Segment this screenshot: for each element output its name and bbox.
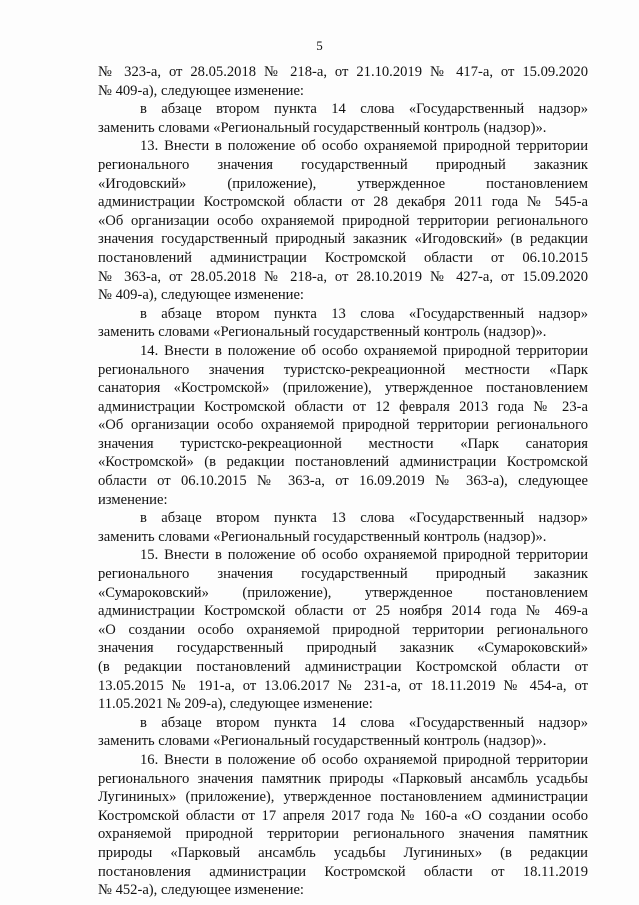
text-line: (в редакции постановлений администрации Костромской области от <box>98 659 588 675</box>
paragraph-p-item-16 <box>98 751 588 900</box>
text-line: охраняемой природной территории регионального значения памятник <box>98 826 588 843</box>
text-line: № 409-а), следующее изменение: <box>98 287 304 304</box>
text-line: заменить словами «Региональный государственный контроль (надзор)». <box>98 528 547 545</box>
text-line: в абзаце втором пункта 13 слова «Государственный надзор» <box>140 305 588 322</box>
paragraph-p-amend-13 <box>98 305 588 342</box>
paragraph-p-item-13 <box>98 137 588 304</box>
page-number: 5 <box>316 38 323 53</box>
text-line: администрации Костромской области от 12 февраля 2013 года № 23-а <box>98 398 588 415</box>
text-line: значения государственный природный заказник «Сумароковский» <box>98 640 588 657</box>
text-line: «Костромской» (в редакции постановлений администрации Костромской <box>98 454 588 471</box>
paragraph-p-item-15 <box>98 546 588 713</box>
text-line: постановления администрации Костромской области от 18.11.2019 <box>98 863 588 880</box>
text-line: значения государственный природный заказник «Игодовский» (в редакции <box>98 231 588 248</box>
text-line: № 323-а, от 28.05.2018 № 218-а, от 21.10.2019 № 417-а, от 15.09.2020 <box>98 64 588 80</box>
text-line: заменить словами «Региональный государственный контроль (надзор)». <box>98 119 547 136</box>
paragraph-p-amend-15 <box>98 714 588 751</box>
text-line: в абзаце втором пункта 14 слова «Государственный надзор» <box>140 714 588 731</box>
text-line: 14. Внести в положение об особо охраняемой природной территории <box>140 342 588 359</box>
text-line: изменение: <box>98 491 168 508</box>
text-line: «Об организации особо охраняемой природной территории регионального <box>98 212 588 229</box>
text-line: администрации Костромской области от 28 декабря 2011 года № 545-а <box>98 194 588 211</box>
text-line: в абзаце втором пункта 13 слова «Государственный надзор» <box>140 510 588 527</box>
text-line: Лугининых» (приложение), утвержденное постановлением администрации <box>98 789 588 806</box>
text-line: администрации Костромской области от 25 ноября 2014 года № 469-а <box>98 603 588 620</box>
text-line: регионального значения туристско-рекреационной местности «Парк <box>98 361 588 378</box>
text-line: 16. Внести в положение об особо охраняемой природной территории <box>140 751 588 768</box>
text-line: № 409-а), следующее изменение: <box>98 82 304 99</box>
paragraph-p-amend-14 <box>98 509 588 546</box>
text-line: постановлений администрации Костромской области от 06.10.2015 <box>98 249 588 266</box>
text-line: Костромской области от 17 апреля 2017 года № 160-а «О создании особо <box>98 807 588 824</box>
text-line: регионального значения государственный природный заказник <box>98 156 588 173</box>
text-line: № 363-а, от 28.05.2018 № 218-а, от 28.10.2019 № 427-а, от 15.09.2020 <box>98 268 588 285</box>
text-line: «Игодовский» (приложение), утвержденное постановлением <box>98 175 588 192</box>
paragraph-p-item-14 <box>98 342 588 509</box>
paragraph-p-amend-12 <box>98 100 588 137</box>
text-line: «Сумароковский» (приложение), утвержденное постановлением <box>98 584 588 601</box>
document-body <box>98 63 588 900</box>
text-line: 15. Внести в положение об особо охраняемой природной территории <box>140 547 588 564</box>
text-line: заменить словами «Региональный государственный контроль (надзор)». <box>98 324 547 341</box>
text-line: санатория «Костромской» (приложение), утвержденное постановлением <box>98 380 588 397</box>
text-line: заменить словами «Региональный государственный контроль (надзор)». <box>98 733 547 750</box>
paragraph-p-continued-12 <box>98 63 588 100</box>
text-line: в абзаце втором пункта 14 слова «Государственный надзор» <box>140 101 588 118</box>
text-line: 11.05.2021 № 209-а), следующее изменение: <box>98 696 373 713</box>
text-line: регионального значения государственный природный заказник <box>98 566 588 583</box>
text-line: области от 06.10.2015 № 363-а, от 16.09.2019 № 363-а), следующее <box>98 473 588 490</box>
text-line: № 452-а), следующее изменение: <box>98 882 304 899</box>
text-line: значения туристско-рекреационной местности «Парк санатория <box>98 435 588 452</box>
text-line: 13.05.2015 № 191-а, от 13.06.2017 № 231-а, от 18.11.2019 № 454-а, от <box>98 677 588 694</box>
text-line: регионального значения памятник природы «Парковый ансамбль усадьбы <box>98 770 588 787</box>
text-line: 13. Внести в положение об особо охраняемой природной территории <box>140 138 588 155</box>
text-line: природы «Парковый ансамбль усадьбы Лугининых» (в редакции <box>98 844 588 861</box>
text-line: «Об организации особо охраняемой природной территории регионального <box>98 417 588 434</box>
text-line: «О создании особо охраняемой природной территории регионального <box>98 621 588 638</box>
